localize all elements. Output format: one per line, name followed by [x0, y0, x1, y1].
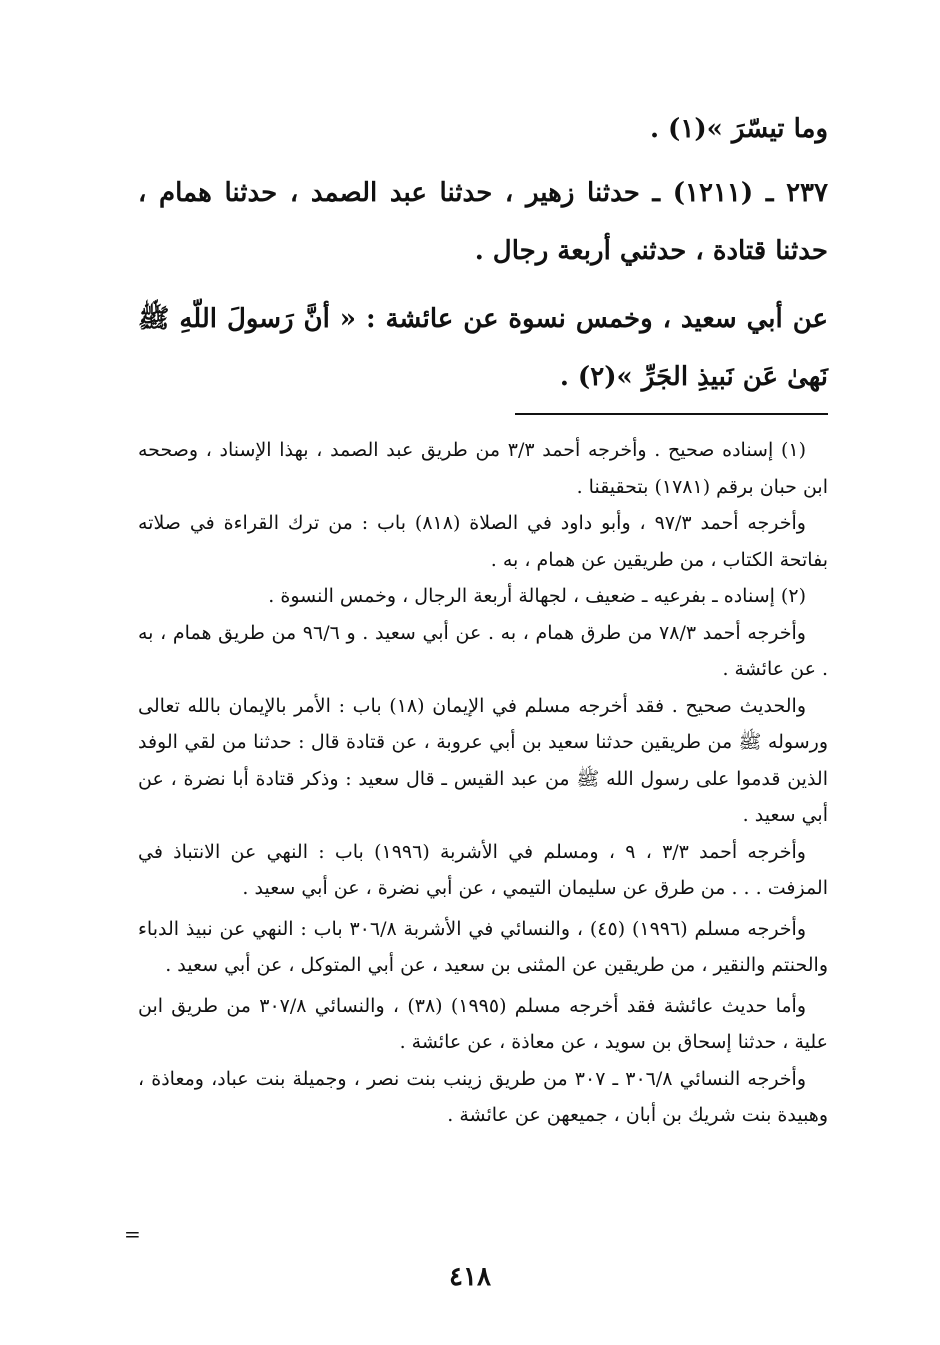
- footnote-paragraph: وأخرجه النسائي ٣٠٦/٨ ـ ٣٠٧ من طريق زينب بنت نصر ، وجميلة بنت عباد، ومعاذة ، وهبيدة بنت شريك بن أبان ، جميعهن عن عائشة .: [138, 1067, 828, 1126]
- footnote-divider: [515, 413, 828, 415]
- footnote-paragraph: وأخرجه مسلم (١٩٩٦) (٤٥) ، والنسائي في الأشربة ٣٠٦/٨ باب : النهي عن نبيذ الدباء والحنتم والنقير ، من طريقين عن المثنى بن سعيد ، عن أبي المتوكل ، عن أبي سعيد .: [138, 917, 828, 976]
- hadith-chain: ٢٣٧ ـ (١٢١١) ـ حدثنا زهير ، حدثنا عبد الصمد ، حدثنا همام ، حدثنا قتادة ، حدثني أربعة رجال .: [138, 178, 828, 266]
- footnote-1: (١) إسناده صحيح . وأخرجه أحمد ٣/٣ من طريق عبد الصمد ، بهذا الإسناد ، وصححه ابن حبان برقم (١٧٨١) بتحقيقنا .: [138, 439, 828, 498]
- footnote-paragraph: والحديث صحيح . فقد أخرجه مسلم في الإيمان (١٨) باب : الأمر بالإيمان بالله تعالى ورسوله ﷺ من طريقين حدثنا سعيد بن أبي عروبة ، عن قتادة قال : حدثنا من لقي الوفد الذين قدموا على رسول الله ﷺ من عبد القيس ـ قال سعيد : وذكر قتادة أبا نضرة ، عن أبي سعيد .: [138, 694, 828, 826]
- footnote-2: (٢) إسناده ـ بفرعيه ـ ضعيف ، لجهالة أربعة الرجال ، وخمس النسوة .: [268, 585, 806, 607]
- page-number: ٤١٨: [449, 1262, 491, 1292]
- footnote-paragraph: وأخرجه أحمد ٩٧/٣ ، وأبو داود في الصلاة (٨١٨) باب : من ترك القراءة في صلاته بفاتحة الكتاب ، من طريقين عن همام ، به .: [138, 512, 828, 571]
- continuation-mark: =: [124, 1222, 141, 1246]
- footnote-paragraph: وأما حديث عائشة فقد أخرجه مسلم (١٩٩٥) (٣٨) ، والنسائي ٣٠٧/٨ من طريق ابن علية ، حدثنا إسحاق بن سويد ، عن معاذة ، عن عائشة .: [138, 994, 828, 1053]
- footnote-paragraph: وأخرجه أحمد ٧٨/٣ من طرق همام ، به . عن أبي سعيد . و ٩٦/٦ من طريق همام ، به . عن عائشة .: [138, 621, 828, 680]
- footnote-paragraph: وأخرجه أحمد ٣/٣ ، ٩ ، ومسلم في الأشربة (١٩٩٦) باب : النهي عن الانتباذ في المزفت . . . من طرق عن سليمان التيمي ، عن أبي نضرة ، عن أبي سعيد .: [138, 840, 828, 899]
- hadith-text: عن أبي سعيد ، وخمس نسوة عن عائشة : « أنَّ رَسولَ اللّهِ ﷺ نَهىٰ عَن نَبيذِ الجَرِّ »(٢) .: [138, 304, 828, 392]
- main-text: [138, 100, 828, 406]
- footnotes: [138, 432, 828, 1134]
- continuation-line: وما تيسّرَ »(١) .: [649, 114, 828, 144]
